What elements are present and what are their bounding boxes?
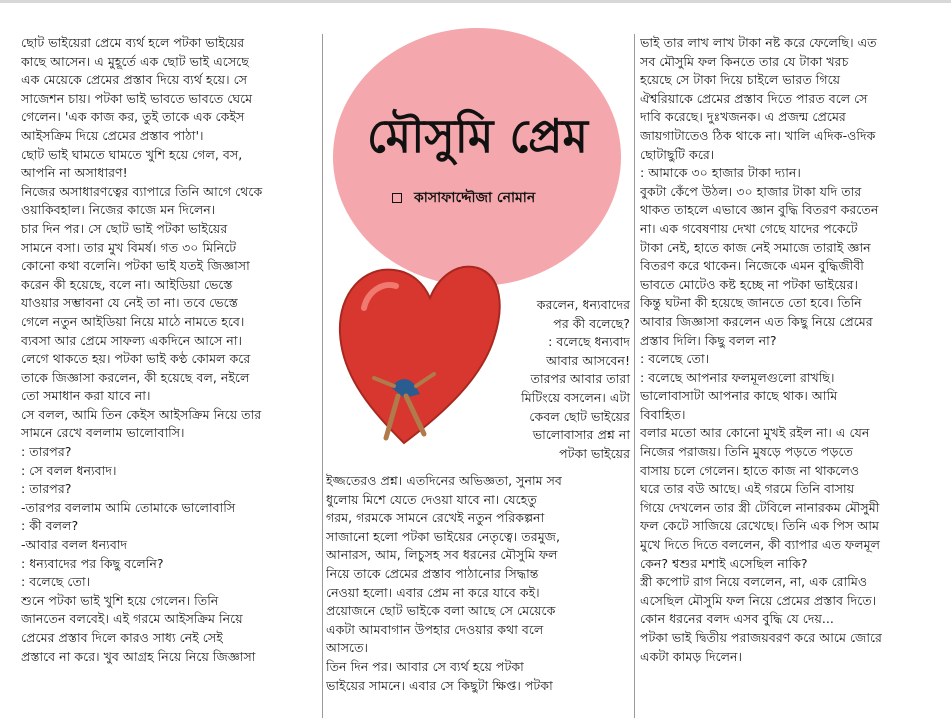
text-line: ছোটাছুটি করে।: [640, 146, 715, 162]
text-line: পটকা ভাই দ্বিতীয় পরাজয়বরণ করে আমে জোরে: [640, 630, 882, 645]
text-line: পটকা ভাইয়ের: [559, 445, 630, 461]
text-line: প্রয়োজনে ছোট ভাইকে বলা আছে সে মেয়েকে: [326, 603, 556, 619]
text-line: ওয়াকিবহাল। নিজের কাজে মন দিলেন।: [21, 202, 216, 218]
text-line: আনারস, আম, লিচুসহ সব ধরনের মৌসুমি ফল: [326, 547, 558, 563]
article-column-1: [21, 34, 321, 666]
text-line: নেওয়া হলো। এবার প্রেম না করে যাবে কই।: [326, 584, 540, 600]
text-line: কোনো কথা বলেনি। পটকা ভাই যতই জিজ্ঞাসা: [21, 258, 250, 274]
text-line: বাসায় চলে গেলেন। হাতে কাজ না থাকলেও: [640, 462, 860, 478]
text-line: আবার আসবেন!: [546, 352, 630, 368]
text-line: থাকত তাহলে এভাবে জ্ঞান বুদ্ধি বিতরণ করতেন: [640, 202, 879, 218]
text-line: না। এক গবেষণায় দেখা গেছে যাদের পকেটে: [640, 220, 858, 236]
text-line: : সে বলল ধন্যবাদ।: [21, 462, 117, 478]
text-line: করলেন, ধন্যবাদের: [536, 297, 630, 312]
article-column-3: [640, 34, 940, 666]
article-title: মৌসুমি প্রেম: [366, 109, 588, 163]
text-line: আপনি না অসাধারণ!: [21, 165, 128, 181]
byline-box-icon: [392, 193, 402, 203]
text-line: কাছে আসেন। এ মুহূর্তে এক ছোট ভাই এসেছে: [21, 53, 249, 69]
text-line: মুখে দিতে দিতে বললেন, কী ব্যাপার এত ফলমূল: [640, 537, 881, 553]
text-line: আইসক্রিম দিয়ে প্রেমের প্রস্তাব পাঠা'।: [21, 127, 204, 143]
text-line: প্রস্তাব দিলি। কিছু বলল না?: [640, 332, 777, 348]
text-line: বলার মতো আর কোনো মুখই রইল না। এ যেন: [640, 425, 870, 441]
text-line: জানতেন বলবেই। এই গরমে আইসক্রিম নিয়ে: [21, 611, 243, 627]
author-name: কাসাফাদ্দৌজা নোমান: [414, 190, 536, 206]
text-line: সাজেশন চায়। পটকা ভাই ভাবতে ভাবতে ঘেমে: [21, 90, 253, 106]
text-line: কেন? শ্বশুর মশাই এসেছিল নাকি?: [640, 555, 808, 571]
text-line: : বলেছে আপনার ফলমূলগুলো রাখছি।: [640, 369, 835, 385]
text-line: সাজানো হলো পটকা ভাইয়ের নেতৃত্বে। তরমুজ,: [326, 528, 560, 544]
text-line: ভালোবাসার প্রশ্ন না: [532, 427, 630, 443]
text-line: আবার জিজ্ঞাসা করলেন এত কিছু নিয়ে প্রেমের: [640, 313, 873, 329]
column-divider-2: [634, 34, 635, 718]
text-line: সামনে বসা। তার মুখ বিমর্ষ। গত ৩০ মিনিটে: [21, 239, 237, 255]
text-line: নিয়ে তাকে প্রেমের প্রস্তাব পাঠানোর সিদ্ধান্ত: [326, 565, 539, 581]
text-line: মিটিংয়ে বসলেন। এটা: [521, 389, 630, 405]
text-line: : তারপর?: [21, 444, 72, 460]
page-top-rule: [0, 0, 951, 3]
text-line: : ধন্যবাদের পর কিছু বলেনি?: [21, 555, 164, 571]
text-line: এসেছিল মৌসুমি ফল নিয়ে প্রেমের প্রস্তাব দিতে।: [640, 592, 877, 608]
text-line: : আমাকে ৩০ হাজার টাকা দ্যান।: [640, 165, 801, 181]
text-line: প্রেমের প্রস্তাব দিলে কারও সাধ্য নেই সেই: [21, 630, 223, 645]
text-line: একটা কামড় দিলেন।: [640, 648, 743, 664]
text-line: এক মেয়েকে প্রেমের প্রস্তাব দিয়ে ব্যর্থ হয়ে। সে: [21, 72, 248, 88]
text-line: পর কী বলেছে?: [553, 315, 630, 331]
text-line: ভাবতে মোটেও কষ্ট হচ্ছে না পটকা ভাইয়ের।: [640, 276, 859, 292]
text-line: ঘরে তার বউ আছে। এই গরমে তিনি বাসায়: [640, 481, 855, 497]
text-line: স্ত্রী কপোট রাগ নিয়ে বললেন, না, এক রোমিও: [640, 574, 868, 590]
text-line: তাকে জিজ্ঞাসা করলেন, কী হয়েছে বল, নইলে: [21, 369, 250, 385]
text-line: ছোট ভাই ঘামতে ঘামতে খুশি হয়ে গেল, বস,: [21, 146, 243, 162]
column-divider-1: [322, 34, 323, 718]
text-line: সে বলল, আমি তিন কেইস আইসক্রিম নিয়ে তার: [21, 406, 262, 422]
text-line: ধুলোয় মিশে যেতে দেওয়া যাবে না। যেহেতু: [326, 491, 537, 507]
text-line: ছোট ভাইয়েরা প্রেমে ব্যর্থ হলে পটকা ভাইয়ের: [21, 35, 245, 50]
text-line: গেলেন। 'এক কাজ কর, তুই তাকে এক কেইস: [21, 109, 245, 125]
text-line: ভালোবাসাটা আপনার কাছে থাক। আমি: [640, 388, 838, 404]
text-line: বিতরণ করে থাকেন। নিজেকে এমন বুদ্ধিজীবী: [640, 258, 864, 274]
text-line: নিজের পরাজয়। তিনি মুষড়ে পড়তে পড়তে: [640, 444, 853, 460]
text-line: লেগে থাকতে হয়। পটকা ভাই কণ্ঠ কোমল করে: [21, 351, 251, 367]
text-line: -তারপর বললাম আমি তোমাকে ভালোবাসি: [21, 499, 236, 515]
text-line: চার দিন পর। সে ছোট ভাই পটকা ভাইয়ের: [21, 220, 228, 236]
text-line: দাবি করেছে। দুঃখজনক। এ প্রজন্ম প্রেমের: [640, 109, 846, 125]
text-line: বিবাহিত।: [640, 406, 686, 422]
text-line: : বলেছে ধন্যবাদ: [548, 334, 630, 350]
text-line: বুকটা কেঁপে উঠল। ৩০ হাজার টাকা যদি তার: [640, 183, 862, 199]
text-line: তিন দিন পর। আবার সে ব্যর্থ হয়ে পটকা: [326, 658, 524, 674]
text-line: গেলে নতুন আইডিয়া নিয়ে মাঠে নামতে হবে।: [21, 313, 245, 329]
text-line: শুনে পটকা ভাই খুশি হয়ে গেলেন। তিনি: [21, 592, 219, 608]
text-line: -আবার বলল ধন্যবাদ: [21, 537, 128, 553]
text-line: : বলেছে তো।: [21, 574, 91, 590]
text-line: ঐশ্বরিয়াকে প্রেমের প্রস্তাব দিতে পারত বলে সে: [640, 90, 868, 106]
text-line: জায়গাটাতেও ঠিক থাকে না। খালি এদিক-ওদিক: [640, 127, 876, 143]
text-line: : তারপর?: [21, 481, 72, 497]
text-line: হয়েছে সে টাকা দিয়ে চাইলে ভারত গিয়ে: [640, 72, 841, 88]
text-line: : বলেছে তো।: [640, 351, 710, 367]
text-line: আসতে।: [326, 640, 369, 656]
article-column-2: [326, 472, 632, 695]
text-line: : কী বলল?: [21, 518, 79, 534]
text-line: সামনে রেখে বললাম ভালোবাসি।: [21, 425, 185, 441]
text-line: কোন ধরনের বলদ এসব বুদ্ধি যে দেয়...: [640, 611, 834, 627]
article-byline: [392, 186, 535, 210]
text-line: প্রস্তাবে না করে। খুব আগ্রহ নিয়ে নিয়ে জিজ্ঞাসা: [21, 648, 256, 664]
text-line: ব্যবসা আর প্রেমে সাফল্য একদিনে আসে না।: [21, 332, 242, 348]
text-line: তো সমাধান করা যাবে না।: [21, 388, 151, 404]
text-line: ইজ্জতেরও প্রশ্ন। এতদিনের অভিজ্ঞতা, সুনাম সব: [326, 473, 562, 488]
text-line: তারপর আবার তারা: [530, 371, 630, 387]
text-line: যাওয়ার সম্ভাবনা যে নেই তা না। তবে ভেস্তে: [21, 295, 238, 311]
text-line: করেন কী হয়েছে, বলে না। আইডিয়া ভেস্তে: [21, 276, 233, 292]
text-line: কিন্তু ঘটনা কী হয়েছে জানতে তো হবে। তিনি: [640, 295, 862, 311]
text-line: টাকা নেই, হাতে কাজ নেই সমাজে তারাই জ্ঞান: [640, 239, 871, 255]
text-line: ভাইয়ের সামনে। এবার সে কিছুটা ক্ষিপ্ত। পটকা: [326, 677, 553, 693]
text-line: একটা আমবাগান উপহার দেওয়ার কথা বলে: [326, 621, 544, 637]
text-line: ভাই তার লাখ লাখ টাকা নষ্ট করে ফেলেছি। এত: [640, 35, 877, 50]
text-line: কেবল ছোট ভাইয়ের: [529, 408, 630, 424]
text-line: গিয়ে দেখলেন তার স্ত্রী টেবিলে নানারকম মৌসুমী: [640, 499, 880, 515]
text-line: ফল কেটে সাজিয়ে রেখেছে। তিনি এক পিস আম: [640, 518, 880, 534]
text-line: গরম, গরমকে সামনে রেখেই নতুন পরিকল্পনা: [326, 510, 545, 526]
text-line: সব মৌসুমি ফল কিনতে তার যে টাকা খরচ: [640, 53, 849, 69]
text-line: নিজের অসাধারণত্বের ব্যাপারে তিনি আগে থেকে: [21, 183, 263, 199]
article-column-2-wrap: [430, 296, 630, 463]
